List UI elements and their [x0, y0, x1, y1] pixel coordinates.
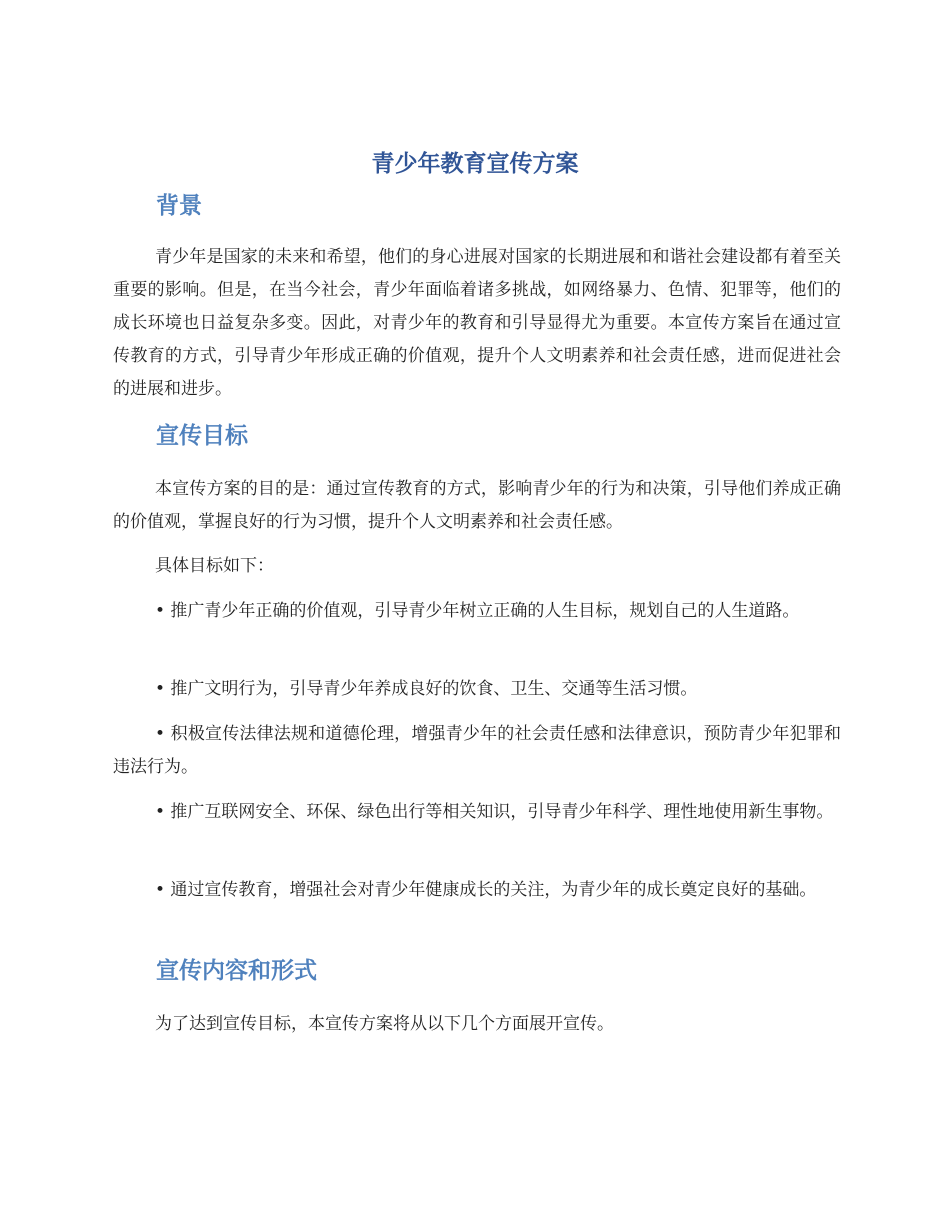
goal-item-civilized-behavior: • 推广文明行为，引导青少年养成良好的饮食、卫生、交通等生活习惯。 — [155, 679, 698, 699]
section-heading-background: 背景 — [156, 193, 202, 219]
goal-item-social-attention: • 通过宣传教育，增强社会对青少年健康成长的关注，为青少年的成长奠定良好的基础。 — [155, 880, 817, 900]
section-heading-content-forms: 宣传内容和形式 — [156, 958, 317, 984]
section-heading-goals: 宣传目标 — [156, 423, 248, 449]
document-title: 青少年教育宣传方案 — [371, 151, 579, 177]
background-paragraph: 青少年是国家的未来和希望，他们的身心进展对国家的长期进展和和谐社会建设都有着至关重要的影响。但是，在当今社会，青少年面临着诸多挑战，如网络暴力、色情、犯罪等，他们的成长环境也日益复杂多变。因此，对青少年的教育和引导显得尤为重要。本宣传方案旨在通过宣传教育的方式，引导青少年形成正确的价值观，提升个人文明素养和社会责任感，进而促进社会的进展和进步。 — [113, 247, 841, 399]
goal-item-internet-safety: • 推广互联网安全、环保、绿色出行等相关知识，引导青少年科学、理性地使用新生事物。 — [155, 802, 834, 822]
goals-list-lead: 具体目标如下： — [155, 556, 274, 576]
goals-intro-paragraph: 本宣传方案的目的是：通过宣传教育的方式，影响青少年的行为和决策，引导他们养成正确的价值观，掌握良好的行为习惯，提升个人文明素养和社会责任感。 — [113, 479, 841, 532]
content-forms-paragraph: 为了达到宣传目标，本宣传方案将从以下几个方面展开宣传。 — [155, 1014, 614, 1034]
goal-item-law-awareness: • 积极宣传法律法规和道德伦理，增强青少年的社会责任感和法律意识，预防青少年犯罪和违法行为。 — [113, 724, 841, 777]
goal-item-values: • 推广青少年正确的价值观，引导青少年树立正确的人生目标，规划自己的人生道路。 — [155, 601, 800, 621]
